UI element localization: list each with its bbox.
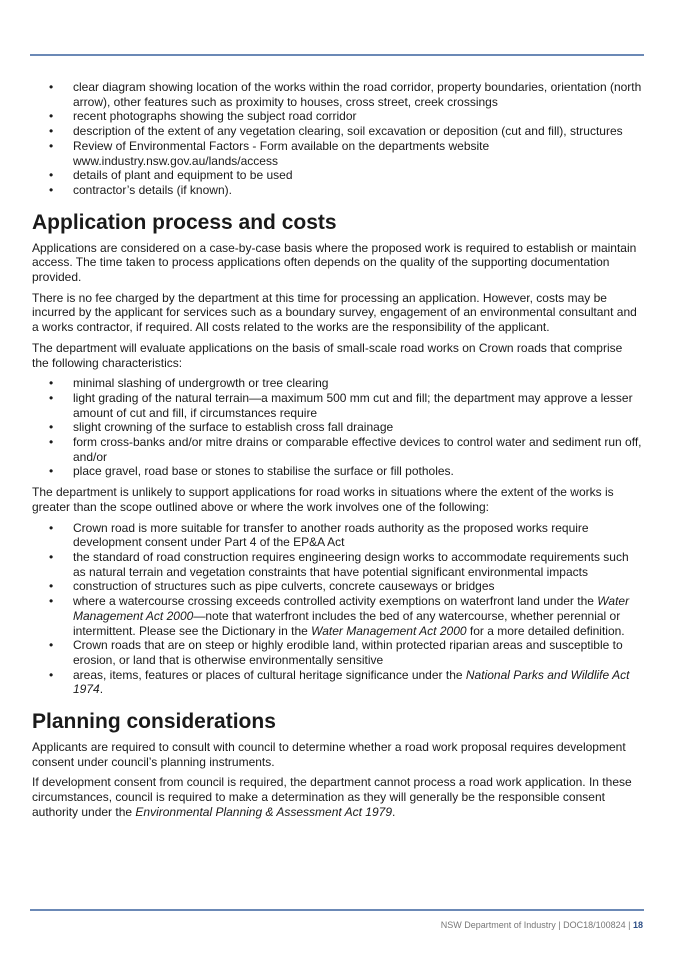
paragraph: There is no fee charged by the department at this time for processing an application. However, costs may be incurred by the applicant for services such as a boundary survey, engagement of an environmental consultant and a works contractor, if required. All costs related to the works are the responsibility of the applicant.	[32, 290, 637, 335]
act-title: Environmental Planning & Assessment Act 1979	[135, 804, 392, 819]
text-run: for a more detailed definition.	[466, 623, 625, 638]
act-title: Water Management Act 2000	[73, 594, 630, 623]
text-run: If development consent from council is required, the department cannot process a road work application. In these circumstances, council is required to make a determination as they will generally be the responsible consent authority under the	[32, 775, 632, 819]
list-item: • description of the extent of any vegetation clearing, soil excavation or deposition (cut and fill), structures	[32, 124, 642, 139]
list-item: • light grading of the natural terrain—a maximum 500 mm cut and fill; the department may approve a lesser amount of cut and fill, if circumstances require	[32, 391, 642, 420]
list-item: • form cross-banks and/or mitre drains or comparable effective devices to control water and sediment run off, and/or	[32, 435, 642, 464]
paragraph	[32, 775, 642, 819]
text-run: areas, items, features or places of cultural heritage significance under the	[73, 667, 466, 682]
list-item	[32, 594, 642, 638]
page-number: 18	[632, 920, 643, 930]
list-item: • place gravel, road base or stones to stabilise the surface or fill potholes.	[32, 464, 642, 479]
list-item: • recent photographs showing the subject road corridor	[32, 109, 642, 124]
page-footer	[0, 920, 643, 930]
section-heading-application: Application process and costs	[32, 210, 337, 234]
list-item: • Crown roads that are on steep or highly erodible land, within protected riparian areas and susceptible to erosion, or land that is otherwise environmentally sensitive	[32, 638, 642, 667]
list-item	[32, 668, 642, 697]
list-item: • clear diagram showing location of the works within the road corridor, property boundaries, orientation (north arrow), other features such as proximity to houses, cross street, creek crossings	[32, 80, 642, 109]
paragraph: Applications are considered on a case-by-case basis where the proposed work is required to establish or maintain access. The time taken to process applications often depends on the quality of the supporting documentation provided.	[32, 240, 637, 285]
paragraph: The department is unlikely to support applications for road works in situations where the extent of the works is greater than the scope outlined above or where the work involves one of the following:	[32, 485, 614, 514]
requirements-list	[32, 80, 642, 198]
list-item: • slight crowning of the surface to establish cross fall drainage	[32, 420, 642, 435]
header-rule	[30, 54, 644, 56]
footer-rule	[30, 909, 644, 911]
text-run: where a watercourse crossing exceeds controlled activity exemptions on waterfront land under the	[73, 594, 598, 609]
list-item: • Crown road is more suitable for transfer to another roads authority as the proposed works require development consent under Part 4 of the EP&A Act	[32, 521, 642, 550]
section-heading-planning: Planning considerations	[32, 710, 276, 734]
list-item: • minimal slashing of undergrowth or tree clearing	[32, 376, 642, 391]
act-title: Water Management Act 2000	[311, 623, 467, 638]
characteristics-list	[32, 376, 642, 479]
list-item: • Review of Environmental Factors - Form available on the departments website www.industry.nsw.gov.au/lands/access	[32, 139, 642, 168]
paragraph: Applicants are required to consult with council to determine whether a road work proposal requires development consent under council’s planning instruments.	[32, 740, 626, 769]
text-run: .	[99, 682, 104, 697]
footer-text: NSW Department of Industry | DOC18/100824 |	[440, 920, 633, 930]
list-item: • contractor’s details (if known).	[32, 183, 642, 198]
list-item: • details of plant and equipment to be used	[32, 168, 642, 183]
act-title: National Parks and Wildlife Act 1974	[73, 667, 630, 697]
text-run: .	[392, 804, 396, 819]
list-item: • the standard of road construction requires engineering design works to accommodate requirements such as natural terrain and vegetation constraints that have potential significant environmental impacts	[32, 550, 642, 579]
list-item: • construction of structures such as pipe culverts, concrete causeways or bridges	[32, 579, 642, 594]
page-content	[32, 80, 642, 820]
text-run: —note that waterfront includes the bed of any watercourse, whether perennial or intermittent. Please see the Dictionary in the	[73, 608, 621, 638]
paragraph: The department will evaluate applications on the basis of small-scale road works on Crown roads that comprise the following characteristics:	[32, 340, 623, 370]
exclusions-list	[32, 521, 642, 697]
